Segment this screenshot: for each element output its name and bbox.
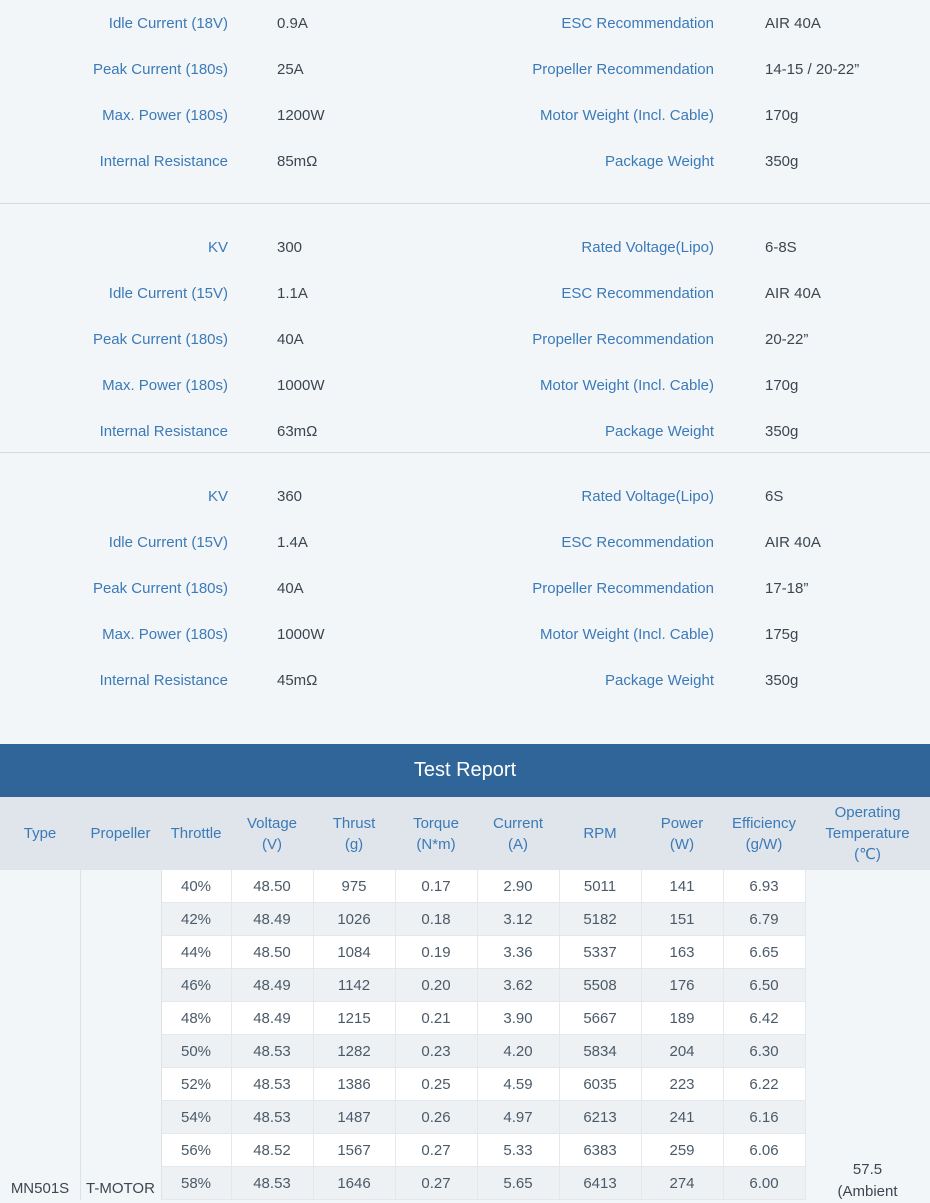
table-cell: 48.53 [231, 1101, 313, 1134]
table-cell: 274 [641, 1167, 723, 1200]
spec-value: AIR 40A [765, 534, 821, 551]
column-header: RPM [559, 797, 641, 870]
spec-row [0, 473, 930, 519]
spec-value: 6S [765, 488, 784, 505]
table-cell: 1026 [313, 903, 395, 936]
spec-label: Max. Power (180s) [102, 377, 228, 394]
table-cell: 56% [161, 1134, 231, 1167]
table-cell: 3.36 [477, 936, 559, 969]
table-cell: 189 [641, 1002, 723, 1035]
table-cell: 1646 [313, 1167, 395, 1200]
spec-block [0, 204, 930, 453]
spec-value: 17-18” [765, 580, 809, 597]
table-cell: 3.12 [477, 903, 559, 936]
spec-label: Propeller Recommendation [532, 580, 714, 597]
table-cell: 0.19 [395, 936, 477, 969]
table-cell: 3.90 [477, 1002, 559, 1035]
table-cell: 5182 [559, 903, 641, 936]
spec-value: 0.9A [277, 15, 308, 32]
column-header: Torque (N*m) [395, 797, 477, 870]
table-cell: 0.23 [395, 1035, 477, 1068]
spec-value: 1000W [277, 377, 325, 394]
table-cell: 1567 [313, 1134, 395, 1167]
table-cell: 46% [161, 969, 231, 1002]
type-value: MN501S [10, 1180, 70, 1197]
table-cell: 141 [641, 870, 723, 903]
spec-label: Package Weight [605, 672, 714, 689]
table-cell: 1215 [313, 1002, 395, 1035]
spec-row [0, 362, 930, 408]
table-cell: 48.53 [231, 1167, 313, 1200]
table-cell: 48.49 [231, 903, 313, 936]
table-cell: 6.16 [723, 1101, 805, 1134]
spec-label: Idle Current (18V) [108, 15, 228, 32]
column-header: Throttle [161, 797, 231, 870]
table-cell: 48.50 [231, 870, 313, 903]
table-cell: 48.49 [231, 1002, 313, 1035]
spec-label: Idle Current (15V) [108, 534, 228, 551]
table-cell: 975 [313, 870, 395, 903]
table-cell: 6383 [559, 1134, 641, 1167]
spec-value: AIR 40A [765, 285, 821, 302]
spec-value: 63mΩ [277, 423, 318, 440]
spec-label: Peak Current (180s) [92, 61, 228, 78]
table-cell: 6.22 [723, 1068, 805, 1101]
spec-value: 1.1A [277, 285, 308, 302]
table-cell: 48% [161, 1002, 231, 1035]
spec-label: Motor Weight (Incl. Cable) [540, 377, 714, 394]
table-cell: 4.59 [477, 1068, 559, 1101]
spec-label: Rated Voltage(Lipo) [581, 239, 714, 256]
spec-row [0, 46, 930, 92]
table-cell: 48.53 [231, 1068, 313, 1101]
spec-value: 350g [765, 672, 799, 689]
spec-label: Internal Resistance [99, 153, 228, 170]
table-cell: 0.27 [395, 1134, 477, 1167]
table-cell: 6.00 [723, 1167, 805, 1200]
spec-label: Internal Resistance [99, 672, 228, 689]
table-cell: 48.50 [231, 936, 313, 969]
table-cell: 6.30 [723, 1035, 805, 1068]
table-cell: 5834 [559, 1035, 641, 1068]
table-cell: 3.62 [477, 969, 559, 1002]
table-cell: 1282 [313, 1035, 395, 1068]
table-cell: 48.52 [231, 1134, 313, 1167]
table-cell: 5337 [559, 936, 641, 969]
column-header: Type [0, 797, 80, 870]
column-header: Operating Temperature (℃) [805, 797, 930, 870]
table-row [0, 870, 930, 903]
table-cell: 151 [641, 903, 723, 936]
spec-value: 170g [765, 377, 799, 394]
table-cell: 48.49 [231, 969, 313, 1002]
spec-value: 20-22” [765, 331, 809, 348]
spec-value: 25A [277, 61, 304, 78]
spec-row [0, 138, 930, 184]
table-cell: 50% [161, 1035, 231, 1068]
spec-value: 40A [277, 331, 304, 348]
column-header: Power (W) [641, 797, 723, 870]
temperature-note: (Ambient [837, 1183, 898, 1200]
table-cell: 6.06 [723, 1134, 805, 1167]
temperature-number: 57.5 [852, 1161, 883, 1178]
spec-value: AIR 40A [765, 15, 821, 32]
column-header: Current (A) [477, 797, 559, 870]
table-cell: 5.33 [477, 1134, 559, 1167]
spec-value: 175g [765, 626, 799, 643]
table-cell: 1487 [313, 1101, 395, 1134]
table-cell: 0.26 [395, 1101, 477, 1134]
spec-value: 170g [765, 107, 799, 124]
table-cell: 0.18 [395, 903, 477, 936]
test-report-header [0, 744, 930, 797]
spec-label: ESC Recommendation [561, 15, 714, 32]
spec-value: 1200W [277, 107, 325, 124]
table-cell: 1386 [313, 1068, 395, 1101]
table-cell: 4.97 [477, 1101, 559, 1134]
table-cell: 54% [161, 1101, 231, 1134]
table-cell: 48.53 [231, 1035, 313, 1068]
table-cell: 5508 [559, 969, 641, 1002]
spec-value: 1.4A [277, 534, 308, 551]
spec-value: 85mΩ [277, 153, 318, 170]
spec-value: 300 [277, 239, 303, 256]
table-cell: 52% [161, 1068, 231, 1101]
column-header: Propeller [80, 797, 161, 870]
spec-value: 14-15 / 20-22” [765, 61, 860, 78]
spec-label: Peak Current (180s) [92, 580, 228, 597]
table-cell: 0.20 [395, 969, 477, 1002]
propeller-cell [80, 870, 161, 1200]
spec-value: 350g [765, 153, 799, 170]
column-header: Efficiency (g/W) [723, 797, 805, 870]
column-header: Thrust (g) [313, 797, 395, 870]
propeller-value: T-MOTOR [86, 1180, 155, 1197]
table-cell: 259 [641, 1134, 723, 1167]
test-report-title: Test Report [413, 759, 517, 781]
spec-row [0, 611, 930, 657]
table-cell: 241 [641, 1101, 723, 1134]
spec-label: Rated Voltage(Lipo) [581, 488, 714, 505]
table-cell: 44% [161, 936, 231, 969]
spec-value: 1000W [277, 626, 325, 643]
table-cell: 6.79 [723, 903, 805, 936]
spec-label: Motor Weight (Incl. Cable) [540, 626, 714, 643]
spec-label: Internal Resistance [99, 423, 228, 440]
table-cell: 0.27 [395, 1167, 477, 1200]
temperature-value [805, 1159, 930, 1203]
temperature-cell [805, 870, 930, 1200]
table-cell: 6.50 [723, 969, 805, 1002]
table-cell: 6413 [559, 1167, 641, 1200]
spec-label: Motor Weight (Incl. Cable) [540, 107, 714, 124]
table-cell: 163 [641, 936, 723, 969]
table-cell: 2.90 [477, 870, 559, 903]
table-cell: 0.17 [395, 870, 477, 903]
spec-label: Package Weight [605, 423, 714, 440]
table-cell: 58% [161, 1167, 231, 1200]
spec-label: ESC Recommendation [561, 285, 714, 302]
type-cell [0, 870, 80, 1200]
spec-row [0, 92, 930, 138]
table-cell: 223 [641, 1068, 723, 1101]
spec-block [0, 0, 930, 204]
table-cell: 42% [161, 903, 231, 936]
table-cell: 5.65 [477, 1167, 559, 1200]
spec-label: Package Weight [605, 153, 714, 170]
spec-value: 40A [277, 580, 304, 597]
spec-label: Peak Current (180s) [92, 331, 228, 348]
table-cell: 0.25 [395, 1068, 477, 1101]
spec-row [0, 270, 930, 316]
spec-label: Propeller Recommendation [532, 331, 714, 348]
spec-label: ESC Recommendation [561, 534, 714, 551]
column-header: Voltage (V) [231, 797, 313, 870]
spec-row [0, 224, 930, 270]
spec-row [0, 565, 930, 611]
spec-row [0, 519, 930, 565]
spec-label: Max. Power (180s) [102, 107, 228, 124]
spec-row [0, 657, 930, 703]
spec-row [0, 316, 930, 362]
test-report-table [0, 797, 930, 1200]
table-cell: 1084 [313, 936, 395, 969]
table-cell: 5011 [559, 870, 641, 903]
table-cell: 204 [641, 1035, 723, 1068]
spec-label: Idle Current (15V) [108, 285, 228, 302]
table-cell: 6213 [559, 1101, 641, 1134]
spec-label: Max. Power (180s) [102, 626, 228, 643]
table-header-row [0, 797, 930, 870]
table-cell: 6.65 [723, 936, 805, 969]
spec-label: KV [207, 239, 228, 256]
table-cell: 5667 [559, 1002, 641, 1035]
table-cell: 1142 [313, 969, 395, 1002]
spec-value: 6-8S [765, 239, 797, 256]
table-cell: 176 [641, 969, 723, 1002]
spec-value: 350g [765, 423, 799, 440]
spec-row [0, 0, 930, 46]
table-cell: 40% [161, 870, 231, 903]
spec-block [0, 453, 930, 703]
table-cell: 6.42 [723, 1002, 805, 1035]
table-cell: 4.20 [477, 1035, 559, 1068]
spec-label: KV [207, 488, 228, 505]
table-cell: 6035 [559, 1068, 641, 1101]
table-cell: 0.21 [395, 1002, 477, 1035]
spec-label: Propeller Recommendation [532, 61, 714, 78]
spec-value: 45mΩ [277, 672, 318, 689]
table-cell: 6.93 [723, 870, 805, 903]
spec-value: 360 [277, 488, 303, 505]
spec-row [0, 408, 930, 454]
